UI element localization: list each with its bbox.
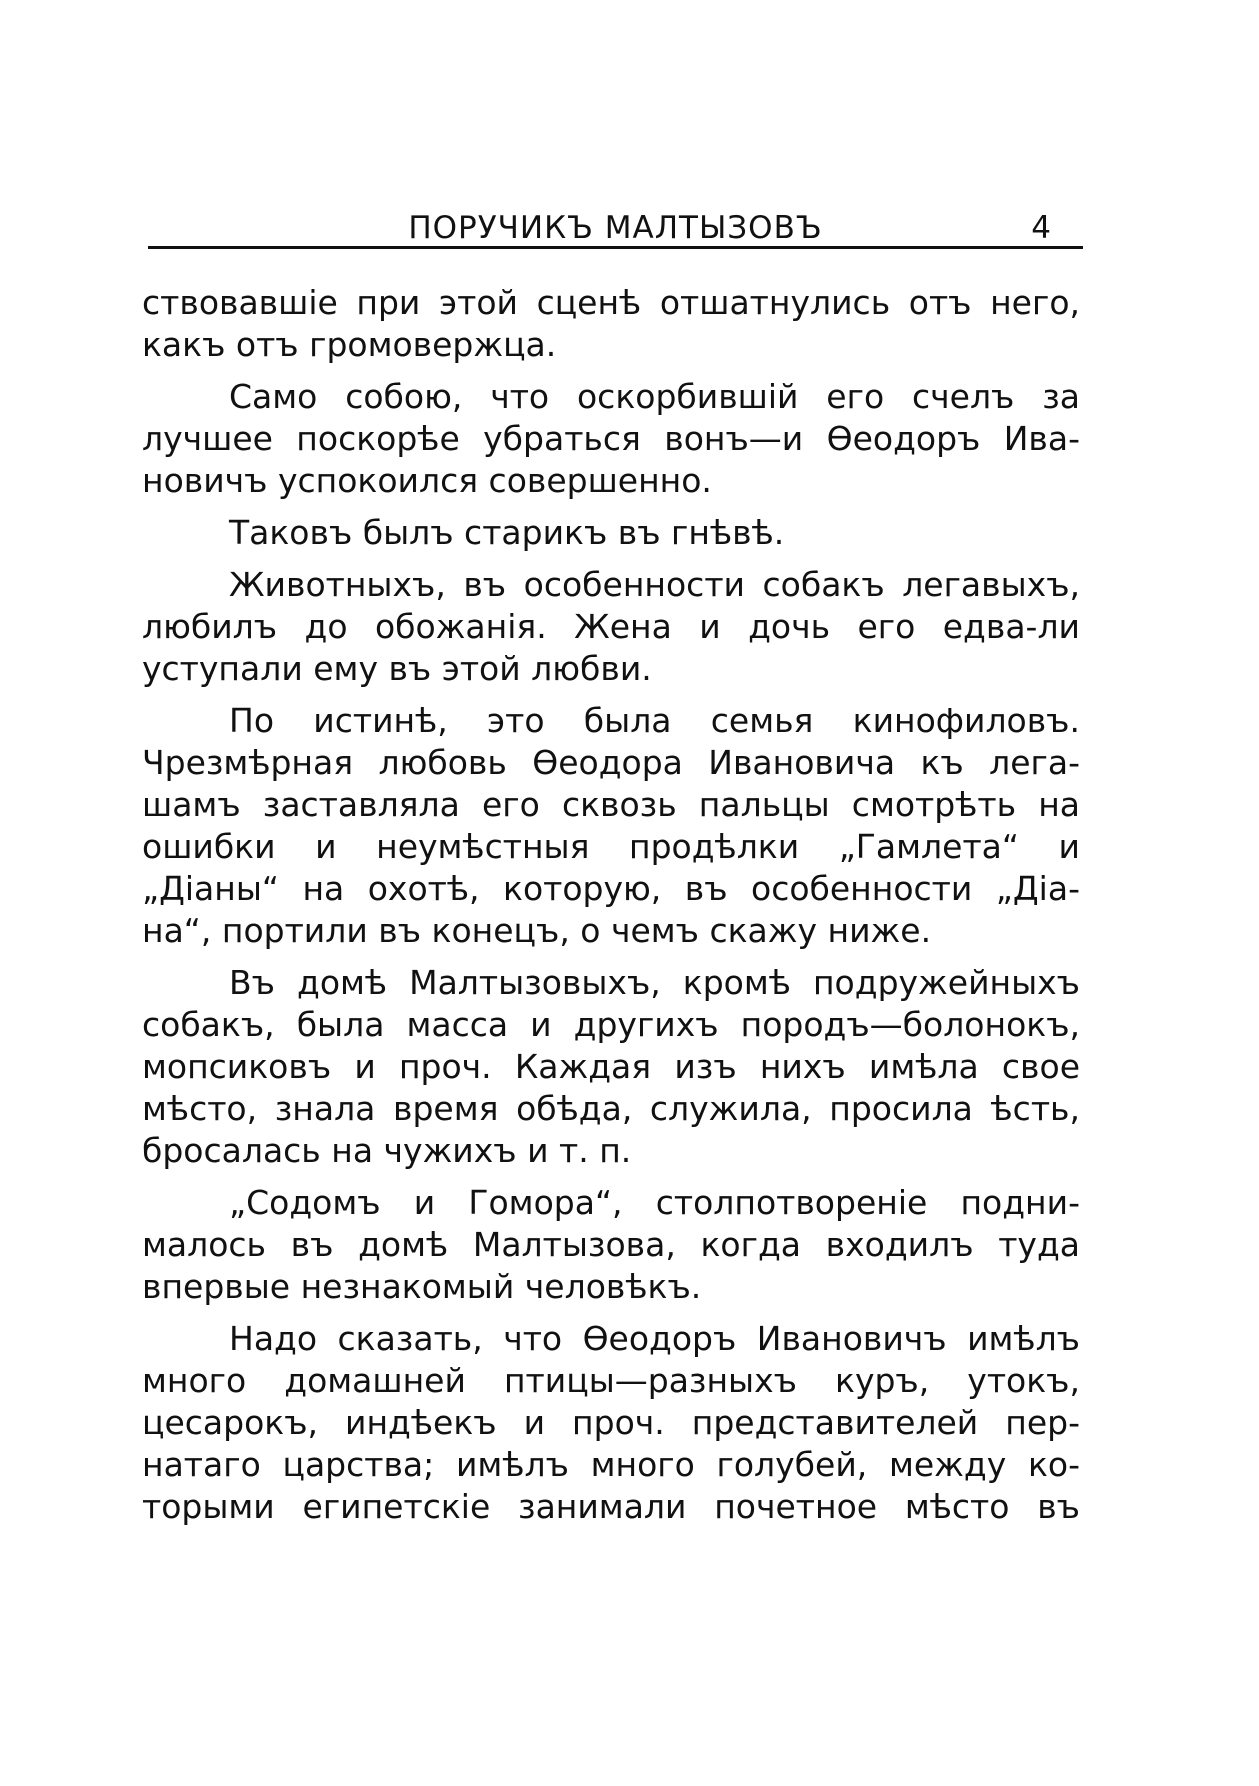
text-line: По истинѣ, это была семья кинофиловъ. [229, 701, 1080, 740]
text-line: ошибки и неумѣстныя продѣлки „Гамлета“ и [142, 827, 1080, 866]
header-rule [148, 246, 1083, 249]
text-line: Надо сказать, что Ѳеодоръ Ивановичъ имѣлъ [229, 1319, 1080, 1358]
paragraph [142, 564, 1080, 690]
text-line: на“, портили въ конецъ, о чемъ скажу ниже. [142, 911, 932, 950]
paragraph [142, 700, 1080, 952]
paragraph [142, 282, 1080, 366]
text-line: шамъ заставляла его сквозь пальцы смотрѣть на [142, 785, 1080, 824]
text-line: натаго царства; имѣлъ много голубей, между ко- [142, 1445, 1080, 1484]
paragraph [142, 376, 1080, 502]
text-line: ствовавшіе при этой сценѣ отшатнулись отъ него, [142, 283, 1080, 322]
paragraph [142, 1182, 1080, 1308]
text-line: Животныхъ, въ особенности собакъ легавыхъ, [229, 565, 1080, 604]
text-line: Въ домѣ Малтызовыхъ, кромѣ подружейныхъ [229, 963, 1080, 1002]
text-line: цесарокъ, индѣекъ и проч. представителей пер- [142, 1403, 1080, 1442]
text-line: впервые незнакомый человѣкъ. [142, 1267, 702, 1306]
body-text [142, 282, 1080, 1528]
text-line: „Содомъ и Гомора“, столпотвореніе подни- [229, 1183, 1080, 1222]
text-line: новичъ успокоился совершенно. [142, 461, 712, 500]
text-line: много домашней птицы—разныхъ куръ, утокъ, [142, 1361, 1080, 1400]
text-line: любилъ до обожанія. Жена и дочь его едва-ли [142, 607, 1080, 646]
running-title: ПОРУЧИКЪ МАЛТЫЗОВЪ [408, 210, 823, 246]
paragraph [142, 962, 1080, 1172]
text-line: лучшее поскорѣе убраться вонъ—и Ѳеодоръ Ива- [142, 419, 1080, 458]
text-line: Таковъ былъ старикъ въ гнѣвѣ. [229, 513, 785, 552]
text-line: „Діаны“ на охотѣ, которую, въ особенности „Діа- [142, 869, 1080, 908]
text-line: торыми египетскіе занимали почетное мѣсто въ [142, 1487, 1080, 1526]
page-number: 4 [1031, 210, 1051, 246]
text-line: бросалась на чужихъ и т. п. [142, 1131, 632, 1170]
text-line: собакъ, была масса и другихъ породъ—болонокъ, [142, 1005, 1080, 1044]
paragraph [142, 1318, 1080, 1528]
paragraph [142, 512, 1080, 554]
text-line: Само собою, что оскорбившій его счелъ за [229, 377, 1080, 416]
text-line: мѣсто, знала время обѣда, служила, просила ѣсть, [142, 1089, 1080, 1128]
running-head [148, 208, 1083, 248]
text-line: мопсиковъ и проч. Каждая изъ нихъ имѣла свое [142, 1047, 1080, 1086]
text-line: Чрезмѣрная любовь Ѳеодора Ивановича къ лега- [142, 743, 1080, 782]
text-line: малось въ домѣ Малтызова, когда входилъ туда [142, 1225, 1080, 1264]
text-line: какъ отъ громовержца. [142, 325, 557, 364]
text-line: уступали ему въ этой любви. [142, 649, 652, 688]
